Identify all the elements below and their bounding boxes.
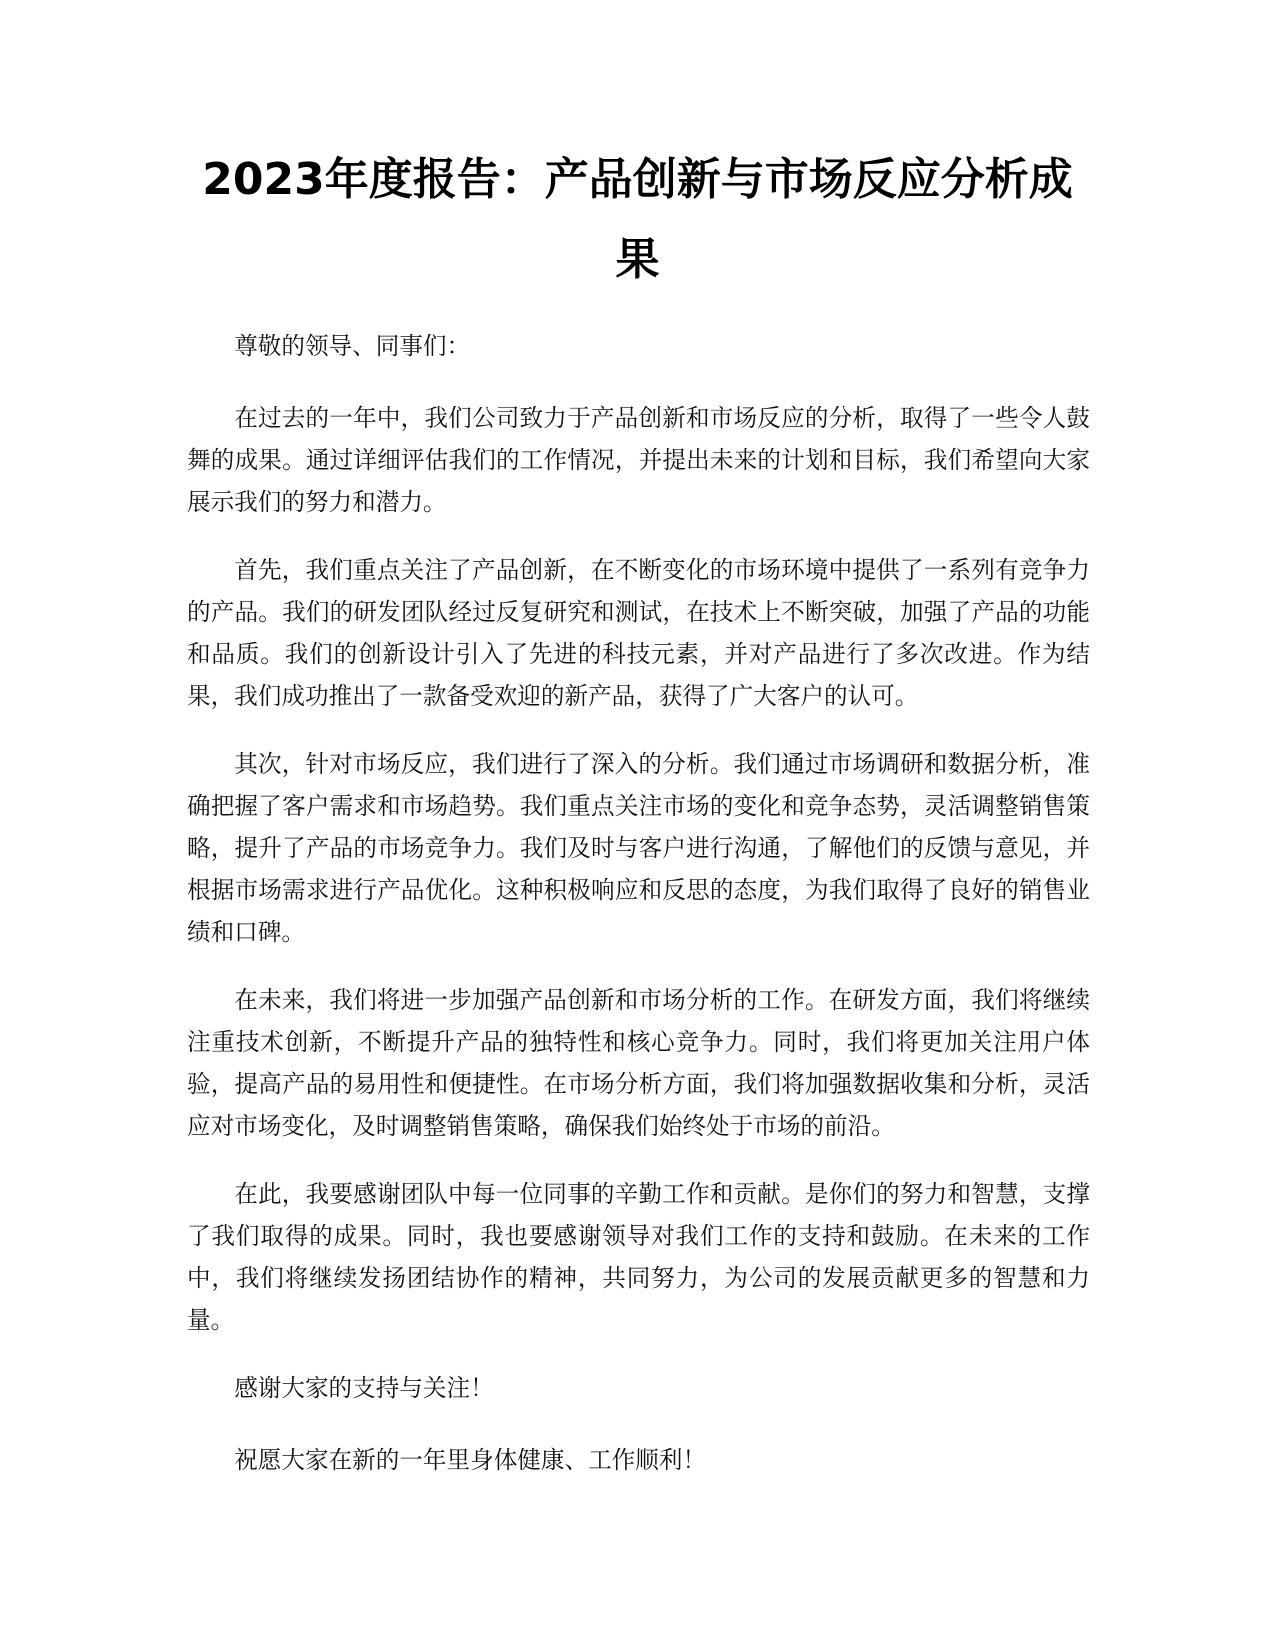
salutation: 尊敬的领导、同事们：: [234, 332, 471, 360]
paragraph-acknowledgements: 在此，我要感谢团队中每一位同事的辛勤工作和贡献。是你们的努力和智慧，支撑了我们取得的成果。同时，我也要感谢领导对我们工作的支持和鼓励。在未来的工作中，我们将继续发扬团结协作的精神，共同努力，为公司的发展贡献更多的智慧和力量。: [187, 1180, 1090, 1334]
paragraph-future-plans: 在未来，我们将进一步加强产品创新和市场分析的工作。在研发方面，我们将继续注重技术创新，不断提升产品的独特性和核心竞争力。同时，我们将更加关注用户体验，提高产品的易用性和便捷性。在市场分析方面，我们将加强数据收集和分析，灵活应对市场变化，及时调整销售策略，确保我们始终处于市场的前沿。: [187, 986, 1090, 1140]
closing-wish: 祝愿大家在新的一年里身体健康、工作顺利！: [234, 1446, 707, 1474]
closing-thanks: 感谢大家的支持与关注！: [234, 1374, 494, 1402]
document-title: 2023年度报告：产品创新与市场反应分析成果: [202, 154, 1073, 285]
paragraph-market-response: 其次，针对市场反应，我们进行了深入的分析。我们通过市场调研和数据分析，准确把握了客户需求和市场趋势。我们重点关注市场的变化和竞争态势，灵活调整销售策略，提升了产品的市场竞争力。我们及时与客户进行沟通，了解他们的反馈与意见，并根据市场需求进行产品优化。这种积极响应和反思的态度，为我们取得了良好的销售业绩和口碑。: [187, 750, 1090, 946]
paragraph-intro: 在过去的一年中，我们公司致力于产品创新和市场反应的分析，取得了一些令人鼓舞的成果。通过详细评估我们的工作情况，并提出未来的计划和目标，我们希望向大家展示我们的努力和潜力。: [187, 404, 1090, 516]
paragraph-product-innovation: 首先，我们重点关注了产品创新，在不断变化的市场环境中提供了一系列有竞争力的产品。我们的研发团队经过反复研究和测试，在技术上不断突破，加强了产品的功能和品质。我们的创新设计引入了先进的科技元素，并对产品进行了多次改进。作为结果，我们成功推出了一款备受欢迎的新产品，获得了广大客户的认可。: [187, 556, 1090, 710]
document-body: [187, 325, 1090, 1511]
